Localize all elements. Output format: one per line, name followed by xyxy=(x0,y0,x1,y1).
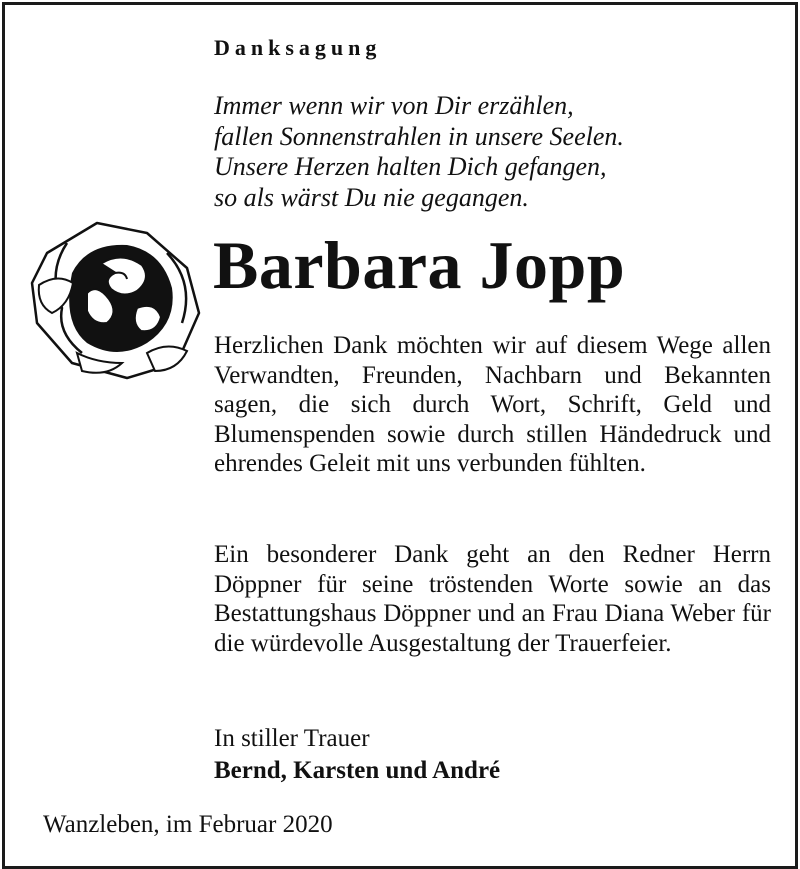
closing-line: In stiller Trauer xyxy=(214,725,370,752)
thanks-paragraph: Herzlichen Dank möchten wir auf diesem Wege allen Verwandten, Freunden, Nachbarn und Bekannten sagen, die sich durch Wort, Schrift, Geld und Blumenspenden sowie durch stillen Händedruck und ehrendes Geleit mit uns verbunden fühlten. xyxy=(214,332,771,477)
place-date: Wanzleben, im Februar 2020 xyxy=(43,811,333,838)
special-thanks-paragraph: Ein besonderer Dank geht an den Redner Herrn Döppner für seine tröstenden Worte sowie an das Bestattungshaus Döppner und an Frau Diana Weber für die würdevolle Ausgestaltung der Trauerfeier. xyxy=(214,541,771,657)
deceased-name: Barbara Jopp xyxy=(213,227,626,303)
poem-line: fallen Sonnenstrahlen in unsere Seelen. xyxy=(214,121,624,151)
poem xyxy=(214,91,624,213)
notice-frame xyxy=(2,2,798,869)
poem-line: so als wärst Du nie gegangen. xyxy=(214,182,529,212)
signers: Bernd, Karsten und André xyxy=(214,757,501,784)
closing-block xyxy=(214,723,500,787)
poem-line: Immer wenn wir von Dir erzählen, xyxy=(214,91,574,120)
notice-heading: Danksagung xyxy=(214,35,382,60)
poem-line: Unsere Herzen halten Dich gefangen, xyxy=(214,152,607,181)
rose-icon xyxy=(27,213,203,381)
